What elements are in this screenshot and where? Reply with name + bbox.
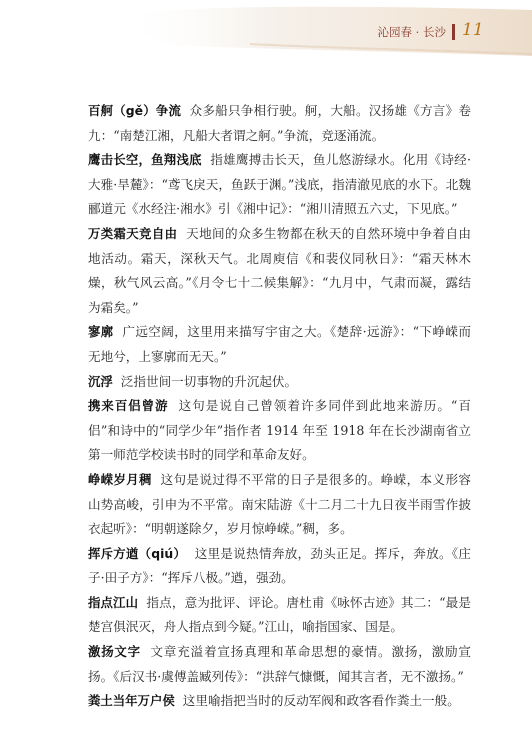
annotation-text: 广远空阔，这里用来描写宇宙之大。《楚辞·远游》：“下峥嵘而无地兮，上寥廓而无天。” [88,324,472,364]
annotation-entry [88,320,471,369]
annotation-text: 这里喻指把当时的反动军阀和政客看作粪土一般。 [182,693,460,709]
annotation-text: 指点，意为批评、评论。唐杜甫《咏怀古迹》其二：“最是楚宫俱泯灭，舟人指点到今疑。”江山，喻指国家、国是。 [88,594,471,635]
annotation-text: 这里是说热情奔放，劲头正足。挥斥，奔放。《庄子·田子方》：“挥斥八极。”遒，强劲。 [88,545,471,586]
annotation-text: 众多船只争相行驶。舸，大船。汉扬雄《方言》卷九：“南楚江湘，凡船大者谓之舸。”争流，竞逐涌流。 [88,103,472,143]
running-title: 沁园春 · 长沙 [377,25,446,39]
annotation-entry [88,394,471,468]
annotation-term: 激扬文字 [88,644,141,660]
annotation-entry [88,370,471,395]
annotation-term: 万类霜天竞自由 [88,225,178,241]
annotation-term: 百舸（gě）争流 [88,103,182,118]
annotation-term: 粪土当年万户侯 [88,693,175,709]
annotation-text: 天地间的众多生物都在秋天的自然环境中争着自由地活动。霜天，深秋天气。北周庾信《和裴仪同秋日》：“霜天林木燥，秋气风云高。”《月令七十二候集解》：“九月中，气肃而凝，露结为霜矣。” [88,225,472,315]
annotation-text: 指雄鹰搏击长天，鱼儿悠游绿水。化用《诗经·大雅·旱麓》：“鸢飞戾天，鱼跃于渊。”浅底，指清澈见底的水下。北魏郦道元《水经注·湘水》引《湘中记》：“湘川清照五六丈，下见底。” [88,152,471,217]
annotation-term: 指点江山 [88,594,139,610]
annotation-term: 携来百侣曾游 [88,398,169,414]
annotation-term: 挥斥方遒（qiú） [88,545,187,561]
annotation-term: 鹰击长空，鱼翔浅底 [88,152,202,168]
annotation-text: 文章充溢着宣扬真理和革命思想的豪情。激扬，激励宣扬。《后汉书·虞傅盖臧列传》：“洪辞气慷慨，闻其言者，无不激扬。” [88,644,472,684]
page-number: 11 [462,20,484,40]
header-divider [452,24,455,40]
header-decoration [0,0,532,70]
annotation-text: 这句是说过得不平常的日子是很多的。峥嵘，本义形容山势高峻，引申为不平常。南宋陆游《十二月二十九日夜半雨雪作披衣起听》：“明朝遂除夕，岁月惊峥嵘。”稠，多。 [88,471,471,537]
annotation-entry [88,591,471,640]
annotation-term: 沉浮 [88,373,113,389]
annotation-term: 峥嵘岁月稠 [88,471,152,487]
annotation-entry [88,148,471,222]
annotation-list [88,99,471,714]
annotation-text: 泛指世间一切事物的升沉起伏。 [120,373,298,389]
annotation-entry [88,689,471,714]
annotation-entry [88,222,471,320]
annotation-entry [88,542,471,591]
annotation-text: 这句是说自己曾领着许多同伴到此地来游历。“百侣”和诗中的“同学少年”指作者 1914 年至 1918 年在长沙湖南省立第一师范学校读书时的同学和革命友好。 [88,398,471,463]
annotation-term: 寥廓 [88,324,114,340]
annotation-entry [88,99,471,148]
annotation-entry [88,468,471,542]
annotation-entry [88,640,471,689]
